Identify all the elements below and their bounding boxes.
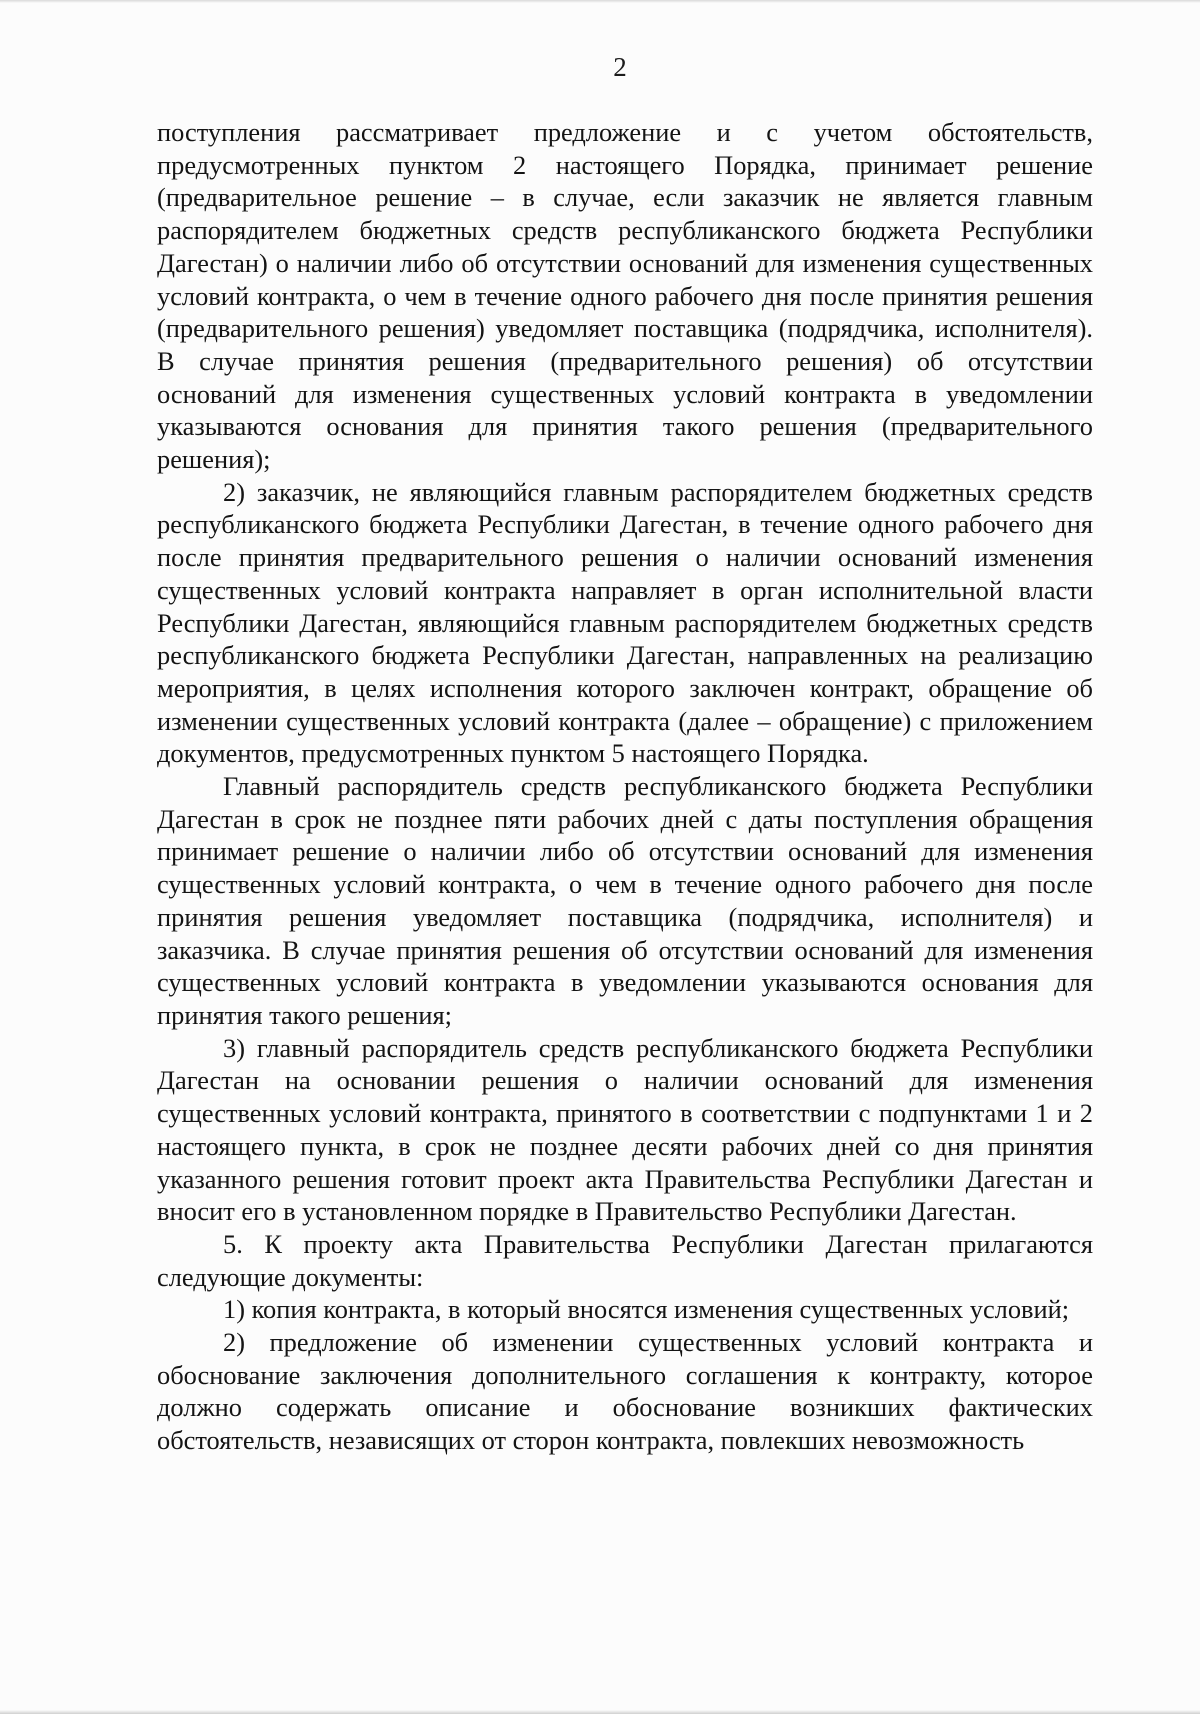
paragraph-item-5-subitem-2: 2) предложение об изменении существенных условий контракта и обоснование заключения дополнительного соглашения к контракту, которое должно содержать описание и обоснование возникших фактических обстоятельств, независящих от сторон контракта, повлекших невозможность bbox=[157, 1327, 1093, 1456]
paragraph-item-5: 5. К проекту акта Правительства Республики Дагестан прилагаются следующие документы: bbox=[157, 1228, 1093, 1292]
paragraph-subitem-2: 2) заказчик, не являющийся главным распорядителем бюджетных средств республиканского бюджета Республики Дагестан, в течение одного рабочего дня после принятия предварительного решения о наличии оснований изменения существенных условий контракта направляет в орган исполнительной власти Республики Дагестан, являющийся главным распорядителем бюджетных средств республиканского бюджета Республики Дагестан, направленных на реализацию мероприятия, в целях исполнения которого заключен контракт, обращение об изменении существенных условий контракта (далее – обращение) с приложением документов, предусмотренных пунктом 5 настоящего Порядка. bbox=[157, 476, 1093, 769]
document-body bbox=[157, 116, 1093, 1457]
paragraph-continuation: поступления рассматривает предложение и с учетом обстоятельств, предусмотренных пунктом 2 настоящего Порядка, принимает решение (предварительное решение – в случае, если заказчик не является главным распорядителем бюджетных средств республиканского бюджета Республики Дагестан) о наличии либо об отсутствии оснований для изменения существенных условий контракта, о чем в течение одного рабочего дня после принятия решения (предварительного решения) уведомляет поставщика (подрядчика, исполнителя). В случае принятия решения (предварительного решения) об отсутствии оснований для изменения существенных условий контракта в уведомлении указываются основания для принятия такого решения (предварительного решения); bbox=[157, 117, 1093, 475]
scan-edge-bottom bbox=[0, 1710, 1200, 1714]
page-number: 2 bbox=[613, 52, 627, 82]
paragraph-item-5-subitem-1: 1) копия контракта, в который вносятся изменения существенных условий; bbox=[223, 1294, 1070, 1325]
paragraph-main-distributor-decision: Главный распорядитель средств республиканского бюджета Республики Дагестан в срок не позднее пяти рабочих дней с даты поступления обращения принимает решение о наличии либо об отсутствии оснований для изменения существенных условий контракта, о чем в течение одного рабочего дня после принятия решения уведомляет поставщика (подрядчика, исполнителя) и заказчика. В случае принятия решения об отсутствии оснований для изменения существенных условий контракта в уведомлении указываются основания для принятия такого решения; bbox=[157, 771, 1093, 1030]
scan-edge-top bbox=[0, 0, 1200, 3]
paragraph-subitem-3: 3) главный распорядитель средств республиканского бюджета Республики Дагестан на основании решения о наличии оснований для изменения существенных условий контракта, принятого в соответствии с подпунктами 1 и 2 настоящего пункта, в срок не позднее десяти рабочих дней со дня принятия указанного решения готовит проект акта Правительства Республики Дагестан и вносит его в установленном порядке в Правительство Республики Дагестан. bbox=[157, 1032, 1093, 1227]
